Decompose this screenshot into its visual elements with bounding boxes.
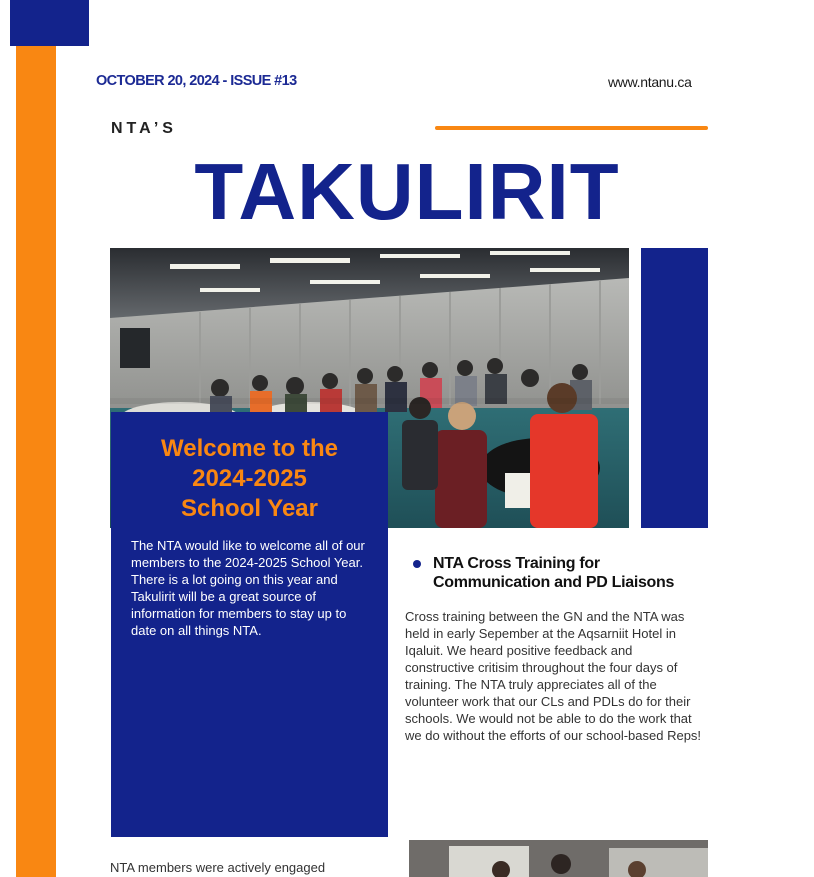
article-heading bbox=[433, 554, 713, 592]
meeting-photo bbox=[409, 840, 708, 877]
header-divider bbox=[435, 126, 708, 130]
welcome-heading bbox=[111, 434, 388, 524]
article-body: Cross training between the GN and the NTA was held in early Sepember at the Aqsarniit Hotel in Iqaluit. We heard positive feedback and constructive critisim throughout the four days of training. The NTA truly appreciates all of the volunteer work that our CLs and PDLs do for their schools. We would not be able to do the work that we do without the efforts of our school-based Reps! bbox=[405, 609, 702, 743]
bullet-dot-icon bbox=[413, 560, 421, 568]
welcome-body: The NTA would like to welcome all of our members to the 2024-2025 School Year. There is a lot going on this year and Takulirit will be a great source of information for members to stay up to date on all things NTA. bbox=[131, 538, 365, 638]
article-heading-line: NTA Cross Training for bbox=[433, 555, 600, 572]
article-heading-line: Communication and PD Liaisons bbox=[433, 574, 675, 591]
welcome-heading-line: 2024-2025 bbox=[192, 465, 307, 492]
welcome-heading-line: Welcome to the bbox=[161, 435, 338, 462]
newsletter-title: TAKULIRIT bbox=[194, 147, 620, 236]
side-blue-panel bbox=[641, 248, 708, 528]
corner-accent-block bbox=[10, 0, 89, 46]
issue-date: OCTOBER 20, 2024 - ISSUE #13 bbox=[96, 73, 297, 89]
website-link[interactable]: www.ntanu.ca bbox=[608, 74, 692, 90]
welcome-heading-line: School Year bbox=[181, 495, 318, 522]
footer-caption: NTA members were actively engaged bbox=[110, 860, 326, 875]
side-accent-bar bbox=[16, 46, 56, 877]
masthead-prefix: NTA’S bbox=[111, 120, 177, 137]
